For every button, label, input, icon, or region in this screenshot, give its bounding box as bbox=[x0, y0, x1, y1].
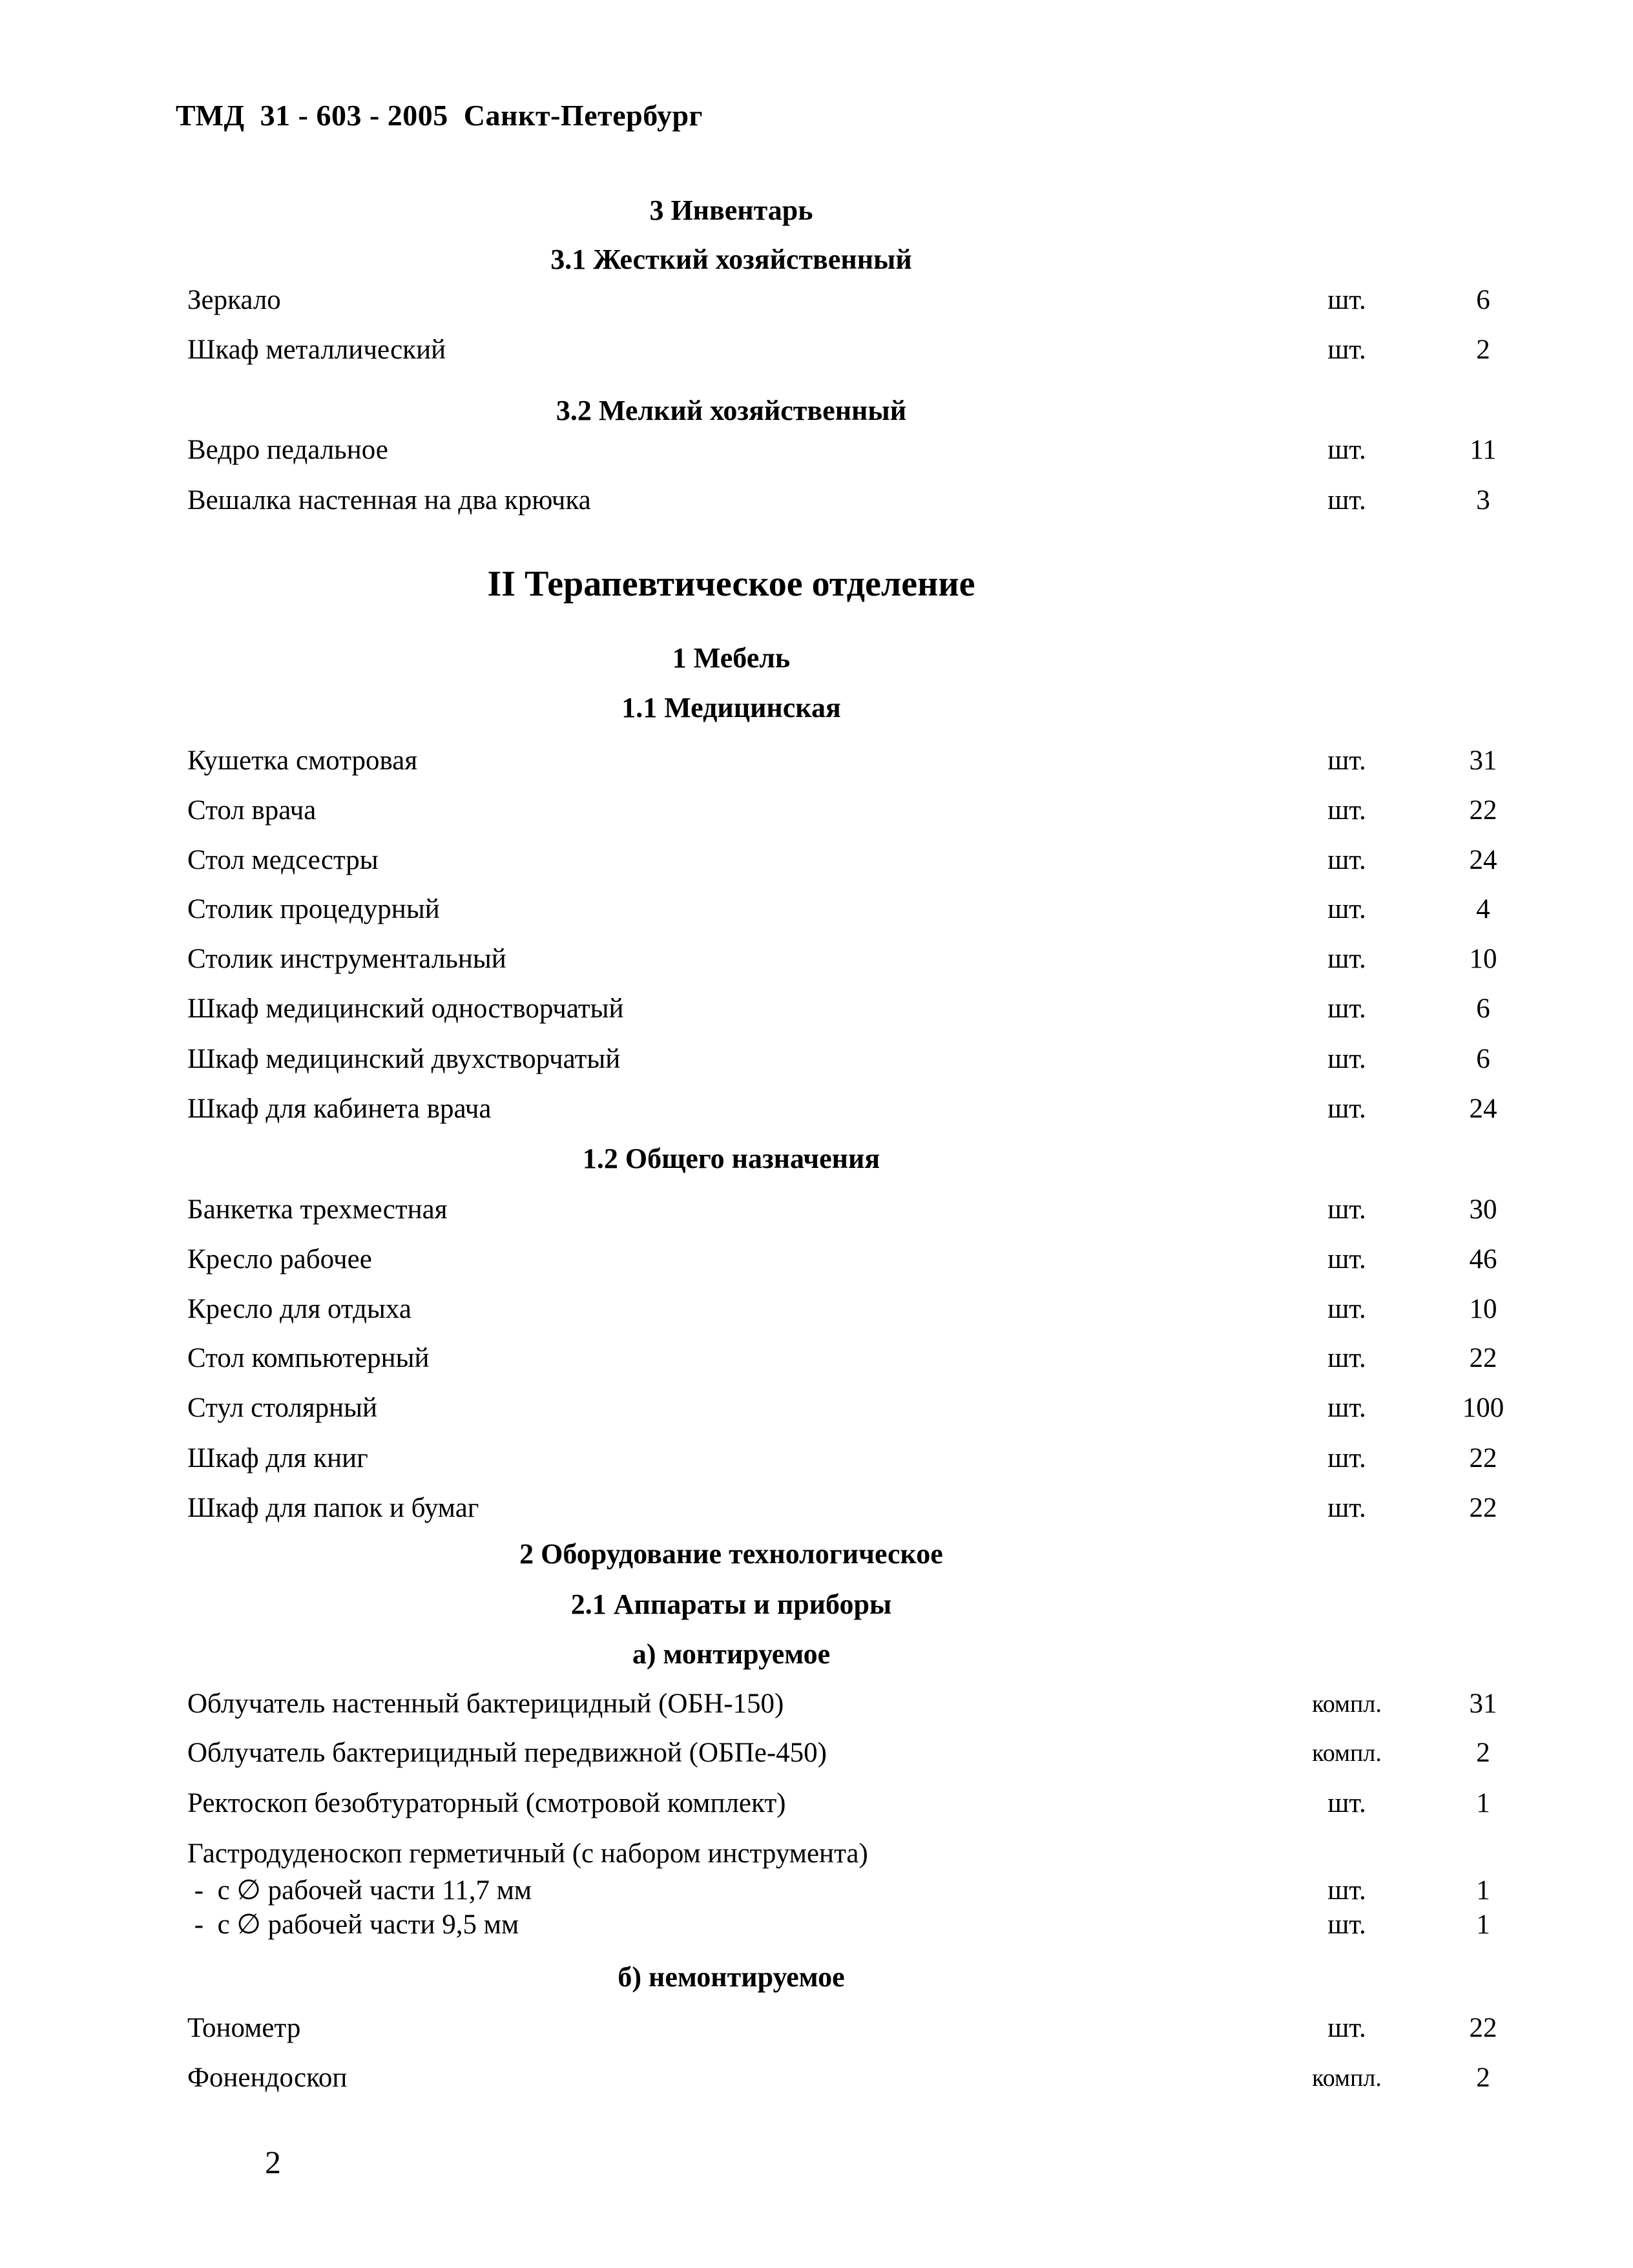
item-name: Кресло рабочее bbox=[187, 1244, 372, 1274]
list-item bbox=[187, 990, 1518, 1028]
list-item bbox=[187, 2009, 1518, 2048]
item-quantity: 100 bbox=[1462, 1393, 1504, 1423]
item-name: Кресло для отдыха bbox=[187, 1294, 411, 1324]
item-unit: шт. bbox=[1327, 2013, 1366, 2043]
item-quantity: 24 bbox=[1469, 845, 1497, 875]
item-name: Ведро педальное bbox=[187, 435, 388, 465]
item-name: Столик процедурный bbox=[187, 894, 440, 924]
list-item bbox=[187, 431, 1518, 470]
item-unit: шт. bbox=[1327, 1443, 1366, 1473]
list-item bbox=[187, 742, 1518, 780]
item-name: Шкаф для книг bbox=[187, 1443, 368, 1473]
item-unit: компл. bbox=[1312, 1740, 1382, 1767]
list-item bbox=[187, 1784, 1518, 1823]
item-name: Кушетка смотровая bbox=[187, 745, 418, 776]
item-quantity: 11 bbox=[1470, 435, 1497, 465]
item-quantity: 2 bbox=[1476, 1738, 1490, 1768]
item-unit: шт. bbox=[1327, 1294, 1366, 1324]
item-unit: шт. bbox=[1327, 1788, 1366, 1818]
heading-furniture: 1 Мебель bbox=[672, 642, 791, 674]
item-quantity: 31 bbox=[1469, 1689, 1497, 1719]
item-unit: шт. bbox=[1327, 1343, 1366, 1373]
item-unit: шт. bbox=[1327, 485, 1366, 515]
list-item bbox=[187, 1489, 1518, 1528]
heading-mounted: а) монтируемое bbox=[632, 1638, 831, 1670]
list-item bbox=[187, 890, 1518, 929]
item-name: - с ∅ рабочей части 11,7 мм bbox=[187, 1875, 532, 1906]
item-quantity: 1 bbox=[1476, 1909, 1490, 1940]
item-quantity: 3 bbox=[1476, 485, 1490, 515]
item-quantity: 22 bbox=[1469, 2013, 1497, 2043]
item-unit: шт. bbox=[1327, 1094, 1366, 1124]
list-item bbox=[187, 2059, 1518, 2097]
item-name: Тонометр bbox=[187, 2013, 301, 2043]
item-name: Стол медсестры bbox=[187, 845, 379, 875]
item-unit: компл. bbox=[1312, 2065, 1382, 2092]
list-item bbox=[187, 331, 1518, 369]
item-quantity: 4 bbox=[1476, 894, 1490, 924]
list-item bbox=[187, 791, 1518, 830]
list-item bbox=[187, 281, 1518, 320]
item-name: Столик инструментальный bbox=[187, 944, 506, 974]
item-quantity: 22 bbox=[1469, 795, 1497, 826]
item-unit: шт. bbox=[1327, 994, 1366, 1024]
item-quantity: 31 bbox=[1469, 745, 1497, 776]
item-quantity: 22 bbox=[1469, 1443, 1497, 1473]
item-unit: шт. bbox=[1327, 795, 1366, 826]
item-quantity: 6 bbox=[1476, 1044, 1490, 1074]
item-quantity: 2 bbox=[1476, 335, 1490, 365]
item-unit: шт. bbox=[1327, 335, 1366, 365]
item-name: Фонендоскоп bbox=[187, 2063, 348, 2093]
heading-inventory: 3 Инвентарь bbox=[649, 194, 813, 226]
item-quantity: 10 bbox=[1469, 1294, 1497, 1324]
item-quantity: 30 bbox=[1469, 1194, 1497, 1225]
list-item bbox=[187, 481, 1518, 520]
heading-therapy: II Терапевтическое отделение bbox=[487, 564, 975, 604]
list-item bbox=[187, 1835, 1518, 1873]
item-quantity: 6 bbox=[1476, 994, 1490, 1024]
list-item bbox=[187, 1191, 1518, 1229]
item-name: Шкаф медицинский одностворчатый bbox=[187, 994, 624, 1024]
item-name: Ректоскоп безобтураторный (смотровой комплект) bbox=[187, 1788, 786, 1818]
list-item bbox=[187, 1290, 1518, 1329]
list-item bbox=[187, 1439, 1518, 1478]
item-unit: шт. bbox=[1327, 845, 1366, 875]
list-item bbox=[187, 1240, 1518, 1279]
item-unit: шт. bbox=[1327, 1194, 1366, 1225]
document-header: ТМД 31 - 603 - 2005 Санкт-Петербург bbox=[176, 99, 703, 132]
item-unit: шт. bbox=[1327, 435, 1366, 465]
item-name: Шкаф медицинский двухстворчатый bbox=[187, 1044, 621, 1074]
item-unit: шт. bbox=[1327, 944, 1366, 974]
item-name: Облучатель настенный бактерицидный (ОБН-150) bbox=[187, 1689, 784, 1719]
item-quantity: 22 bbox=[1469, 1493, 1497, 1523]
item-unit: шт. bbox=[1327, 1909, 1366, 1940]
heading-equipment: 2 Оборудование технологическое bbox=[519, 1538, 943, 1570]
item-name: - с ∅ рабочей части 9,5 мм bbox=[187, 1909, 519, 1940]
list-item bbox=[187, 1734, 1518, 1773]
item-quantity: 46 bbox=[1469, 1244, 1497, 1274]
item-name: Шкаф для папок и бумаг bbox=[187, 1493, 479, 1523]
item-unit: шт. bbox=[1327, 1044, 1366, 1074]
item-name: Вешалка настенная на два крючка bbox=[187, 485, 591, 515]
item-unit: шт. bbox=[1327, 1393, 1366, 1423]
item-name: Стул столярный bbox=[187, 1393, 378, 1423]
item-unit: шт. bbox=[1327, 745, 1366, 776]
heading-devices: 2.1 Аппараты и приборы bbox=[570, 1588, 892, 1620]
list-item bbox=[187, 940, 1518, 979]
item-name: Стол компьютерный bbox=[187, 1343, 430, 1373]
list-item bbox=[187, 1685, 1518, 1723]
list-item bbox=[187, 1090, 1518, 1129]
item-quantity: 1 bbox=[1476, 1875, 1490, 1906]
item-quantity: 22 bbox=[1469, 1343, 1497, 1373]
page-number: 2 bbox=[265, 2144, 281, 2180]
heading-hard: 3.1 Жесткий хозяйственный bbox=[550, 244, 912, 275]
heading-medical: 1.1 Медицинская bbox=[621, 692, 841, 723]
list-item bbox=[187, 1040, 1518, 1079]
item-quantity: 10 bbox=[1469, 944, 1497, 974]
heading-general: 1.2 Общего назначения bbox=[582, 1143, 880, 1174]
item-quantity: 6 bbox=[1476, 285, 1490, 315]
item-name: Стол врача bbox=[187, 795, 317, 826]
item-quantity: 1 bbox=[1476, 1788, 1490, 1818]
item-name: Зеркало bbox=[187, 285, 281, 315]
item-name: Банкетка трехместная bbox=[187, 1194, 448, 1225]
item-unit: шт. bbox=[1327, 1493, 1366, 1523]
item-name: Шкаф металлический bbox=[187, 335, 446, 365]
list-item bbox=[187, 1906, 1518, 1944]
item-quantity: 24 bbox=[1469, 1094, 1497, 1124]
list-item bbox=[187, 841, 1518, 880]
item-name: Облучатель бактерицидный передвижной (ОБПе-450) bbox=[187, 1738, 827, 1768]
item-name: Шкаф для кабинета врача bbox=[187, 1094, 492, 1124]
list-item bbox=[187, 1871, 1518, 1910]
item-name: Гастродуденоскоп герметичный (с набором инструмента) bbox=[187, 1838, 868, 1869]
heading-unmounted: б) немонтируемое bbox=[618, 1961, 845, 1993]
heading-small: 3.2 Мелкий хозяйственный bbox=[556, 395, 907, 426]
list-item bbox=[187, 1339, 1518, 1378]
item-unit: шт. bbox=[1327, 1875, 1366, 1906]
item-quantity: 2 bbox=[1476, 2063, 1490, 2093]
item-unit: компл. bbox=[1312, 1691, 1382, 1718]
list-item bbox=[187, 1389, 1518, 1428]
item-unit: шт. bbox=[1327, 894, 1366, 924]
item-unit: шт. bbox=[1327, 285, 1366, 315]
item-unit: шт. bbox=[1327, 1244, 1366, 1274]
